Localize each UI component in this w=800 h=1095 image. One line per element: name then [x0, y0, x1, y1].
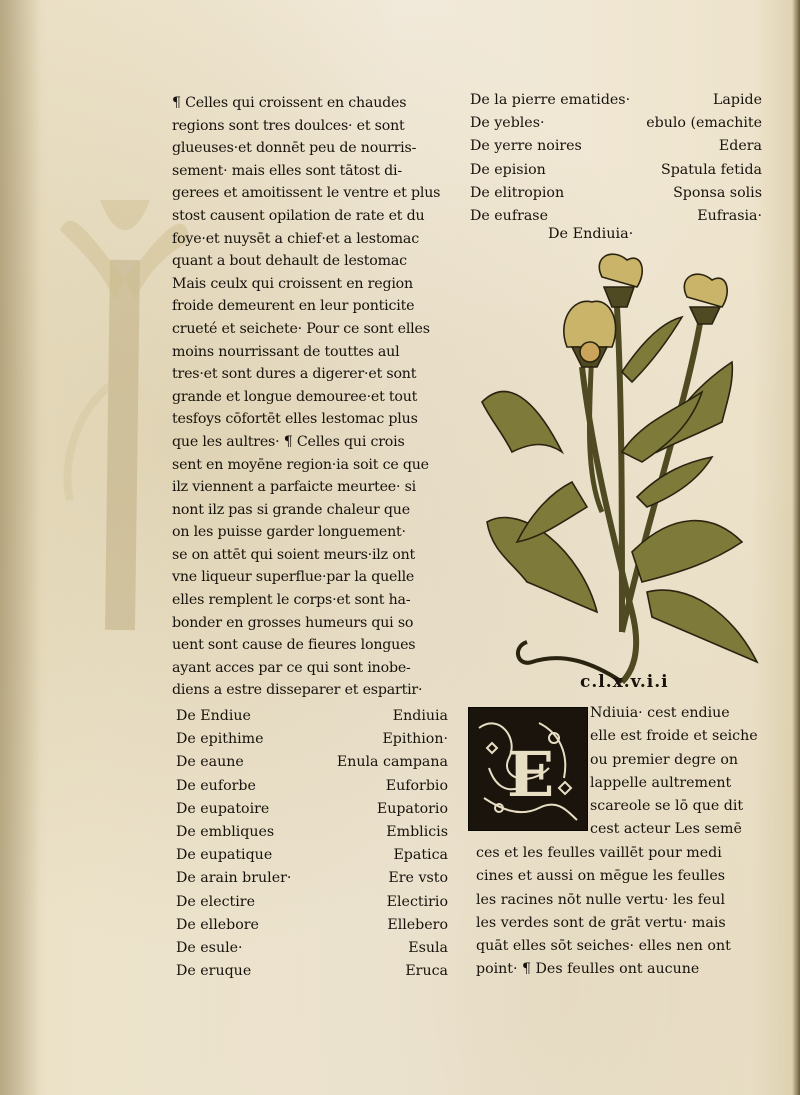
- index-entry: [176, 705, 448, 728]
- index-entry-french: De eaune: [176, 754, 244, 771]
- text-line: scareole se lō que dit: [590, 798, 744, 815]
- text-line: crueté et seichete· Pour ce sont elles: [172, 320, 430, 337]
- text-line: elles remplent le corps·et sont ha-: [172, 592, 411, 609]
- page-edge: [792, 0, 800, 1095]
- decorated-initial: [468, 707, 588, 831]
- text-line: froide demeurent en leur ponticite: [172, 298, 415, 315]
- index-entry-french: De arain bruler·: [176, 870, 292, 887]
- index-entry: [176, 821, 448, 844]
- index-entry-french: De elitropion: [470, 184, 565, 201]
- index-entry: [176, 914, 448, 937]
- index-entry: [176, 937, 448, 960]
- left-column-text: [172, 92, 450, 702]
- text-line: sement· mais elles sont tātost di-: [172, 162, 402, 179]
- index-entry-latin: Epithion·: [382, 731, 448, 748]
- index-entry-latin: Ere vsto: [388, 870, 448, 887]
- text-line: les verdes sont de grāt vertu· mais: [476, 914, 726, 931]
- index-entry-french: De ellebore: [176, 916, 259, 933]
- text-line: ou premier degre on: [590, 751, 739, 768]
- text-line: cines et aussi on mēgue les feulles: [476, 868, 726, 885]
- index-entry: [176, 844, 448, 867]
- initial-letter: E: [507, 738, 555, 811]
- text-line: les racines nōt nulle vertu· les feul: [476, 891, 726, 908]
- index-entry-latin: Sponsa solis: [673, 184, 762, 201]
- bleed-through-plant-image: [60, 200, 190, 640]
- index-entry: [176, 798, 448, 821]
- index-entry: [176, 891, 448, 914]
- index-entry: [176, 867, 448, 890]
- text-line: elle est froide et seiche: [590, 728, 758, 745]
- index-entry-latin: Ellebero: [387, 916, 448, 933]
- endive-woodcut-illustration: [472, 252, 772, 692]
- index-entry-latin: Esula: [408, 939, 448, 956]
- text-line: point· ¶ Des feulles ont aucune: [476, 961, 700, 978]
- text-line: tesfoys cōfortēt elles lestomac plus: [172, 411, 418, 428]
- index-entry-latin: Enula campana: [336, 754, 448, 771]
- right-body-text-bottom: [476, 842, 776, 982]
- index-entry-french: De yebles·: [470, 115, 545, 132]
- index-entry-latin: Spatula fetida: [660, 161, 762, 178]
- text-line: tres·et sont dures a digerer·et sont: [172, 366, 417, 383]
- text-line: stost causent opilation de rate et du: [172, 207, 425, 224]
- index-entry-french: De Endiue: [176, 708, 251, 724]
- text-line: ilz viennent a parfaicte meurtee· si: [172, 479, 417, 496]
- index-entry-latin: Emblicis: [386, 823, 448, 840]
- section-heading: De Endiuia·: [548, 226, 634, 242]
- index-entry: [470, 135, 762, 158]
- text-line: que les aultres· ¶ Celles qui crois: [172, 433, 405, 450]
- index-entry-french: De embliques: [176, 823, 275, 840]
- index-entry: [470, 159, 762, 182]
- index-entry-latin: Edera: [718, 138, 762, 155]
- index-entry: [176, 775, 448, 798]
- index-entry: [470, 182, 762, 205]
- index-entry-latin: Lapide: [713, 92, 762, 108]
- index-entry-french: De epision: [470, 161, 546, 178]
- text-line: Mais ceulx qui croissent en region: [172, 275, 413, 292]
- text-line: bonder en grosses humeurs qui so: [172, 614, 414, 631]
- left-index-list: [176, 705, 448, 983]
- text-line: quant a bout dehault de lestomac: [172, 253, 407, 270]
- index-entry-french: De eupatique: [176, 847, 273, 864]
- index-entry: [176, 728, 448, 751]
- right-body-text-top: [590, 702, 775, 842]
- text-line: lappelle aultrement: [590, 774, 732, 791]
- text-line: gerees et amoitissent le ventre et plus: [172, 185, 441, 202]
- index-entry-french: De yerre noires: [470, 138, 582, 155]
- index-entry: [470, 112, 762, 135]
- text-line: regions sont tres doulces· et sont: [172, 117, 405, 134]
- index-entry-latin: Eupatorio: [376, 800, 448, 817]
- index-entry: [470, 89, 762, 112]
- text-line: on les puisse garder longuement·: [172, 524, 406, 541]
- text-line: sent en moyēne region·ia soit ce que: [172, 456, 429, 473]
- text-line: Ndiuia· cest endiue: [590, 705, 730, 721]
- index-entry-french: De euforbe: [176, 777, 256, 794]
- chapter-numeral: c.l.x.v.i.i: [580, 672, 669, 692]
- index-entry-latin: Epatica: [393, 847, 448, 864]
- index-entry-latin: Endiuia: [392, 708, 448, 724]
- index-entry-latin: Electirio: [386, 893, 448, 910]
- right-index-list: [470, 89, 762, 228]
- text-line: se on attēt qui soient meurs·ilz ont: [172, 546, 416, 563]
- text-line: moins nourrissant de touttes aul: [172, 343, 400, 360]
- text-line: glueuses·et donnēt peu de nourris-: [172, 140, 417, 157]
- text-line: diens a estre disseparer et espartir·: [172, 682, 423, 699]
- index-entry-french: De eupatoire: [176, 800, 270, 817]
- index-entry-french: De epithime: [176, 731, 264, 748]
- text-line: uent sont cause de fieures longues: [172, 637, 416, 654]
- text-line: ayant acces par ce qui sont inobe-: [172, 659, 411, 676]
- index-entry: [176, 751, 448, 774]
- text-line: ces et les feulles vaillēt pour medi: [476, 845, 722, 861]
- text-line: quāt elles sōt seiches· elles nen ont: [476, 938, 731, 955]
- index-entry: [176, 960, 448, 983]
- index-entry-french: De electire: [176, 893, 255, 910]
- text-line: foye·et nuysēt a chief·et a lestomac: [172, 230, 419, 247]
- gutter-shadow: [0, 0, 40, 1095]
- index-entry-latin: Euforbio: [385, 777, 448, 794]
- index-entry-french: De eufrase: [470, 207, 548, 224]
- floral-ornament-icon: [469, 708, 587, 830]
- text-line: ¶ Celles qui croissent en chaudes: [172, 95, 407, 111]
- index-entry-french: De eruque: [176, 963, 252, 980]
- index-entry-french: De esule·: [176, 939, 243, 956]
- text-line: grande et longue demouree·et tout: [172, 388, 418, 405]
- text-line: nont ilz pas si grande chaleur que: [172, 501, 410, 518]
- index-entry-latin: Eruca: [405, 963, 448, 980]
- index-entry-latin: ebulo (emachite: [646, 115, 762, 132]
- index-entry-french: De la pierre ematides·: [470, 92, 631, 108]
- index-entry-latin: Eufrasia·: [697, 207, 762, 224]
- text-line: vne liqueur superflue·par la quelle: [172, 569, 415, 586]
- index-entry: [470, 205, 762, 228]
- text-line: cest acteur Les semē: [590, 821, 742, 838]
